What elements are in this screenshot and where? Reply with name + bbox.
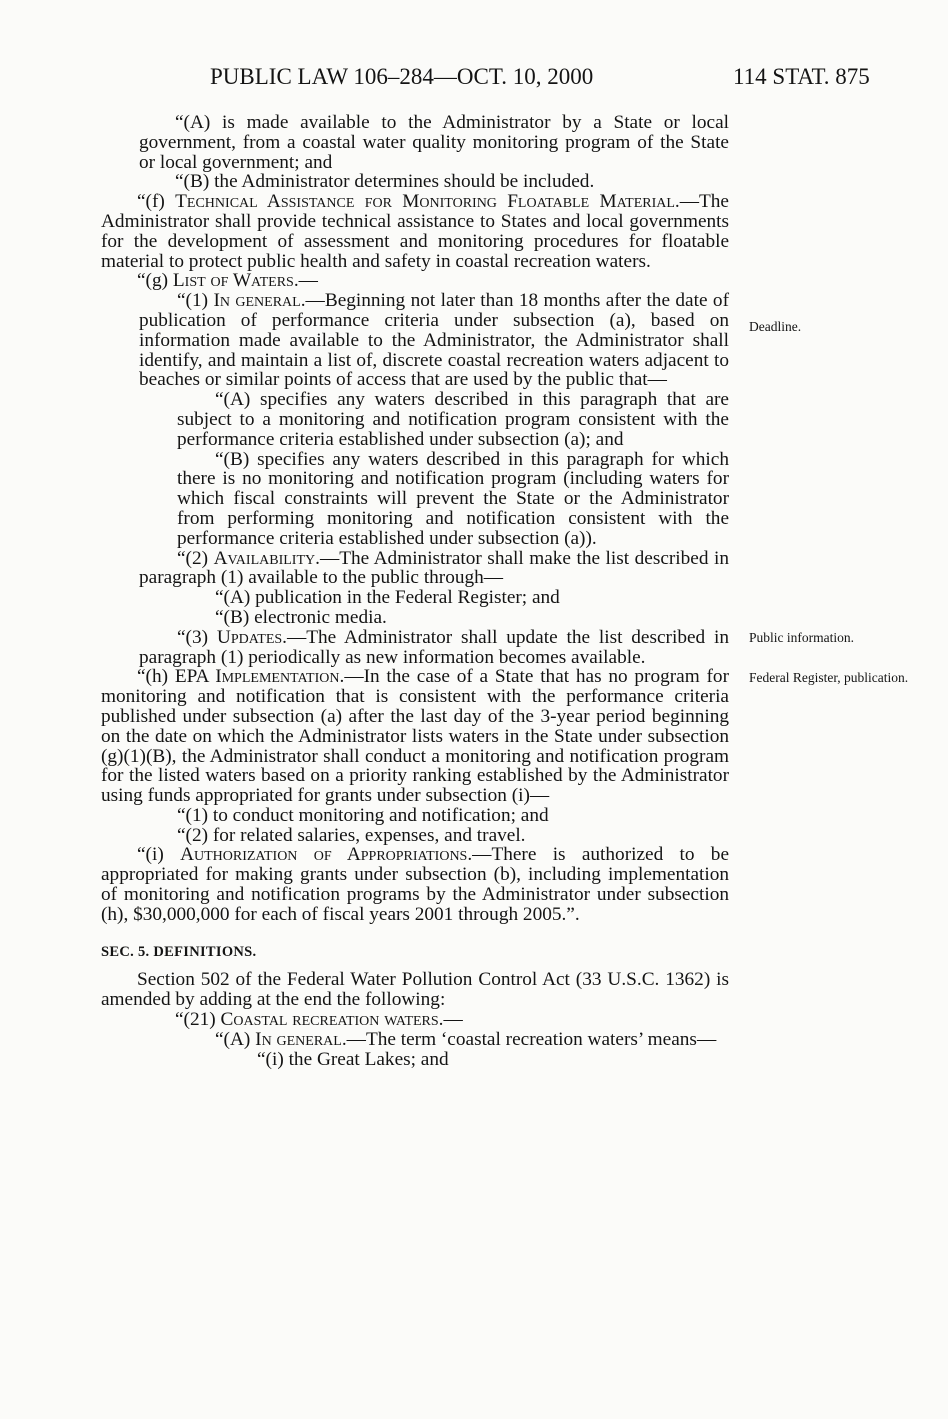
paragraph-g2 <box>101 549 729 589</box>
paragraph-e-A: “(A) is made available to the Administrator by a State or local government, from a coastal water quality monitoring program of the State or local government; and <box>139 112 729 173</box>
margin-note-public-information: Public information. <box>749 630 854 645</box>
statute-body <box>101 113 729 1069</box>
subsection-f-text: —The Administrator shall provide technical assistance to States and local governments for the development of assessment and monitoring procedures for floatable material to protect public health and safety in coastal recreation waters. <box>101 191 729 272</box>
paragraph-g1-B: “(B) specifies any waters described in this paragraph for which there is no monitoring and notification program (including waters for which fiscal constraints will prevent the State or the Administrator from performing monitoring and notification consistent with the performance criteria established under subsection (a)). <box>177 448 729 549</box>
margin-note-deadline: Deadline. <box>749 319 802 334</box>
definition-21-number: “(21) <box>175 1009 216 1031</box>
paragraph-g3-text: —The Administrator shall update the list described in paragraph (1) periodically as new information becomes available. <box>139 626 729 668</box>
paragraph-g1 <box>101 291 729 390</box>
running-header <box>0 64 948 94</box>
paragraph-g3-heading: Updates. <box>216 626 287 648</box>
definition-21 <box>101 1010 729 1030</box>
subsection-f-heading: Technical Assistance for Monitoring Floatable Material. <box>175 191 680 213</box>
subsection-g <box>101 271 729 291</box>
subsection-i <box>101 845 729 924</box>
definition-21-A-heading: In general. <box>255 1028 347 1050</box>
section-heading: SEC. 5. DEFINITIONS. <box>101 943 257 960</box>
subsection-f-number: “(f) <box>137 191 165 213</box>
subsection-h-heading: Implementation. <box>215 666 345 688</box>
definition-21-A-number: “(A) <box>215 1028 251 1050</box>
subsection-g-heading: List of Waters. <box>172 270 299 292</box>
paragraph-g1-text: —Beginning not later than 18 months after the date of publication of performance criteria under subsection (a), based on information made available to the Administrator, the Administrator shall identify, and maintain a list of, discrete coastal recreation waters adjacent to beaches or similar points of access that are used by the public that— <box>139 290 729 391</box>
paragraph-g1-number: “(1) <box>177 290 209 312</box>
subsection-f <box>101 192 729 271</box>
paragraph-g2-B: “(B) electronic media. <box>215 606 387 628</box>
subsection-i-heading: Authorization of Appropriations. <box>180 844 473 866</box>
definition-21-A-i: “(i) the Great Lakes; and <box>257 1048 449 1070</box>
subsection-i-text: —There is authorized to be appropriated for making grants under subsection (b), including implementation of monitoring and notification programs by the Administrator under subsection (h), $30,000,000 for each of fiscal years 2001 through 2005.”. <box>101 844 730 925</box>
paragraph-g2-heading: Availability. <box>213 547 320 569</box>
subsection-g-number: “(g) <box>137 270 169 292</box>
margin-note-federal-register: Federal Register, publication. <box>749 670 909 685</box>
paragraph-g2-text: —The Administrator shall make the list described in paragraph (1) available to the public through— <box>139 547 729 589</box>
paragraph-g1-A: “(A) specifies any waters described in this paragraph that are subject to a monitoring and notification program consistent with the performance criteria established under subsection (a); and <box>177 389 729 450</box>
paragraph-h1: “(1) to conduct monitoring and notification; and <box>177 804 549 826</box>
definition-21-A-text: —The term ‘coastal recreation waters’ means— <box>346 1028 717 1050</box>
paragraph-g1-heading: In general. <box>213 290 306 312</box>
paragraph-g3-number: “(3) <box>177 626 209 648</box>
subsection-h-number: “(h) EPA <box>137 666 209 688</box>
header-title: PUBLIC LAW 106–284—OCT. 10, 2000 <box>210 64 594 89</box>
paragraph-g3 <box>101 628 729 668</box>
subsection-h-text: —In the case of a State that has no program for monitoring and notification that is consistent with the performance criteria published under subsection (a) after the last day of the 3-year period beginning on the date on which the Administrator lists waters in the State under subsection (g)(1)(B), the Administrator shall conduct a monitoring and notification program for the listed waters based on a priority ranking established by the Administrator using funds appropriated for grants under subsection (i)— <box>101 666 729 807</box>
subsection-h <box>101 667 729 806</box>
paragraph-h2: “(2) for related salaries, expenses, and travel. <box>177 824 526 846</box>
subsection-i-number: “(i) <box>137 844 164 866</box>
paragraph-g2-number: “(2) <box>177 547 209 569</box>
header-stat-page: 114 STAT. 875 <box>733 64 870 89</box>
subsection-g-dash: — <box>298 270 318 292</box>
definition-21-dash: — <box>443 1009 463 1031</box>
definition-21-A <box>101 1030 729 1050</box>
definition-21-heading: Coastal recreation waters. <box>220 1009 444 1031</box>
paragraph-g2-A: “(A) publication in the Federal Register; and <box>215 587 560 609</box>
section-5-text: Section 502 of the Federal Water Pollution Control Act (33 U.S.C. 1362) is amended by adding at the end the following: <box>101 969 729 1011</box>
paragraph-e-B: “(B) the Administrator determines should be included. <box>175 171 595 193</box>
